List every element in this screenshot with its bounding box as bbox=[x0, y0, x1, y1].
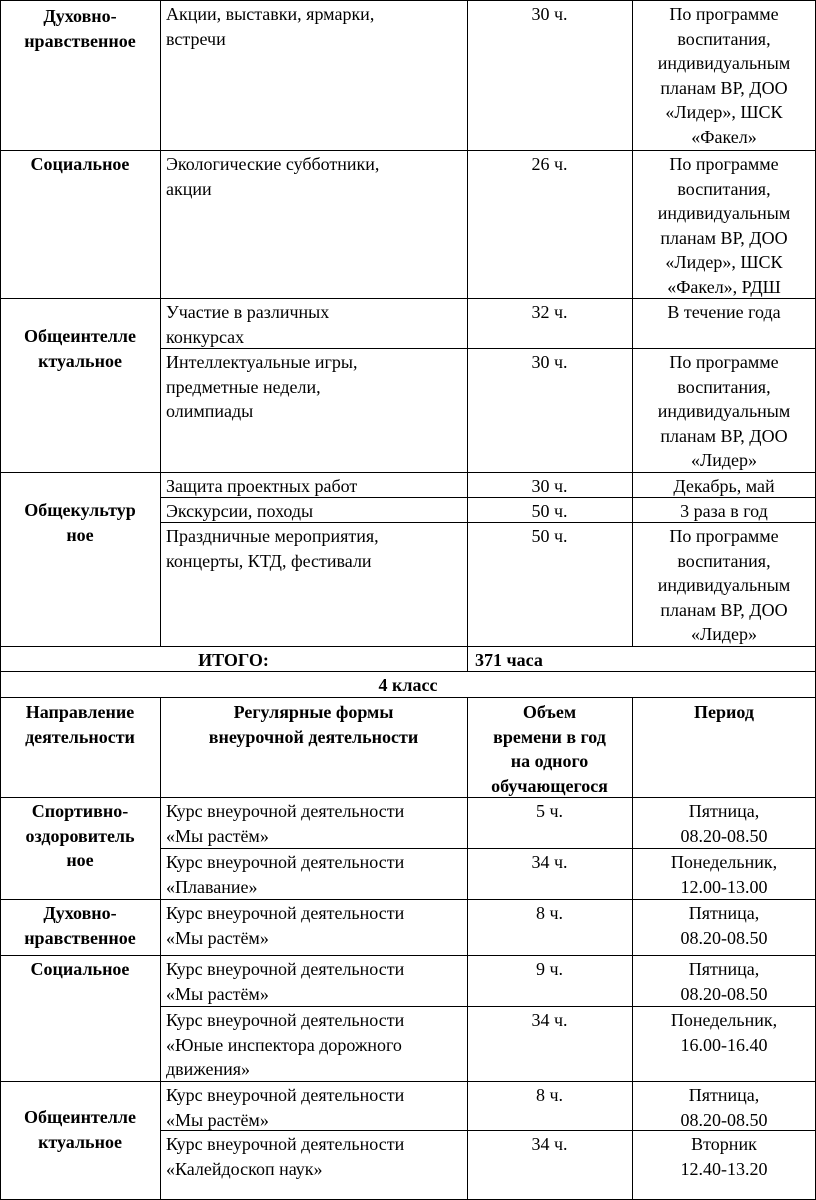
table-rule bbox=[0, 0, 1, 1200]
table-rule bbox=[0, 1081, 816, 1082]
hours-cell: 5 ч. bbox=[535, 801, 564, 821]
hours-cell: 50 ч. bbox=[531, 526, 568, 546]
hours-cell: 34 ч. bbox=[531, 1010, 568, 1030]
hours-cell: 34 ч. bbox=[531, 852, 568, 872]
table-rule bbox=[160, 1006, 816, 1007]
total-label: ИТОГО: bbox=[198, 650, 269, 670]
hours-cell: 32 ч. bbox=[531, 302, 568, 322]
hours-cell: 26 ч. bbox=[531, 154, 568, 174]
direction-cell: Общеинтелле ктуальное bbox=[24, 326, 136, 371]
table-rule bbox=[467, 697, 468, 1200]
form-cell: Защита проектных работ bbox=[166, 476, 358, 496]
header-form: Регулярные формы внеурочной деятельности bbox=[208, 702, 419, 747]
hours-cell: 30 ч. bbox=[531, 352, 568, 372]
table-rule bbox=[0, 697, 816, 698]
header-direction: Направление деятельности bbox=[25, 702, 135, 747]
form-cell: Участие в различных конкурсах bbox=[166, 302, 330, 347]
table-rule bbox=[0, 797, 816, 798]
form-cell: Курс внеурочной деятельности «Мы растём» bbox=[166, 801, 405, 846]
period-cell: По программе воспитания, индивидуальным планам ВР, ДОО «Лидер», ШСК «Факел», РДШ bbox=[657, 154, 791, 297]
hours-cell: 9 ч. bbox=[535, 959, 564, 979]
period-cell: По программе воспитания, индивидуальным планам ВР, ДОО «Лидер», ШСК «Факел» bbox=[657, 4, 791, 147]
period-cell: Понедельник, 12.00-13.00 bbox=[670, 852, 778, 897]
table-rule bbox=[160, 848, 816, 849]
period-cell: Понедельник, 16.00-16.40 bbox=[670, 1010, 778, 1055]
header-hours: Объем времени в год на одного обучающегося bbox=[491, 702, 608, 796]
direction-cell: Общекультур ное bbox=[24, 500, 136, 545]
table-rule bbox=[632, 0, 633, 646]
form-cell: Курс внеурочной деятельности «Мы растём» bbox=[166, 903, 405, 948]
direction-cell: Социальное bbox=[30, 959, 130, 979]
direction-cell: Духовно- нравственное bbox=[24, 6, 136, 51]
table-rule bbox=[160, 522, 816, 523]
hours-cell: 30 ч. bbox=[531, 4, 568, 24]
table-rule bbox=[0, 150, 816, 151]
period-cell: В течение года bbox=[667, 302, 781, 322]
form-cell: Интеллектуальные игры, предметные недели, олимпиады bbox=[166, 352, 358, 421]
period-cell: Пятница, 08.20-08.50 bbox=[680, 1085, 768, 1130]
form-cell: Экологические субботники, акции bbox=[166, 154, 380, 199]
table-rule bbox=[0, 955, 816, 956]
hours-cell: 8 ч. bbox=[535, 1085, 564, 1105]
period-cell: Вторник 12.40-13.20 bbox=[680, 1134, 768, 1179]
table-rule bbox=[160, 348, 816, 349]
form-cell: Экскурсии, походы bbox=[166, 501, 314, 521]
table-rule bbox=[160, 0, 161, 646]
form-cell: Курс внеурочной деятельности «Плавание» bbox=[166, 852, 405, 897]
form-cell: Праздничные мероприятия, концерты, КТД, фестивали bbox=[166, 526, 379, 571]
table-rule bbox=[0, 646, 816, 647]
total-value: 371 часа bbox=[475, 650, 543, 670]
direction-cell: Духовно- нравственное bbox=[24, 903, 136, 948]
table-rule bbox=[0, 899, 816, 900]
period-cell: 3 раза в год bbox=[680, 501, 768, 521]
table-rule bbox=[467, 646, 468, 671]
hours-cell: 34 ч. bbox=[531, 1134, 568, 1154]
table-rule bbox=[160, 497, 816, 498]
hours-cell: 50 ч. bbox=[531, 501, 568, 521]
hours-cell: 8 ч. bbox=[535, 903, 564, 923]
form-cell: Курс внеурочной деятельности «Калейдоскоп наук» bbox=[166, 1134, 405, 1179]
header-period: Период bbox=[694, 702, 754, 722]
period-cell: Пятница, 08.20-08.50 bbox=[680, 959, 768, 1004]
grade-title: 4 класс bbox=[378, 675, 438, 695]
period-cell: По программе воспитания, индивидуальным планам ВР, ДОО «Лидер» bbox=[657, 352, 791, 470]
form-cell: Акции, выставки, ярмарки, встречи bbox=[166, 4, 375, 49]
table-rule bbox=[467, 0, 468, 646]
direction-cell: Спортивно- оздоровитель ное bbox=[25, 801, 135, 870]
table-rule bbox=[0, 298, 816, 299]
table-rule bbox=[0, 671, 816, 672]
table-rule bbox=[632, 697, 633, 1200]
table-rule bbox=[0, 0, 816, 1]
period-cell: По программе воспитания, индивидуальным планам ВР, ДОО «Лидер» bbox=[657, 526, 791, 644]
period-cell: Пятница, 08.20-08.50 bbox=[680, 801, 768, 846]
hours-cell: 30 ч. bbox=[531, 476, 568, 496]
table-rule bbox=[160, 697, 161, 1200]
period-cell: Пятница, 08.20-08.50 bbox=[680, 903, 768, 948]
form-cell: Курс внеурочной деятельности «Мы растём» bbox=[166, 959, 405, 1004]
form-cell: Курс внеурочной деятельности «Мы растём» bbox=[166, 1085, 405, 1130]
table-rule bbox=[0, 472, 816, 473]
direction-cell: Социальное bbox=[30, 154, 130, 174]
table-rule bbox=[160, 1130, 816, 1131]
period-cell: Декабрь, май bbox=[673, 476, 775, 496]
form-cell: Курс внеурочной деятельности «Юные инспектора дорожного движения» bbox=[166, 1010, 405, 1079]
direction-cell: Общеинтелле ктуальное bbox=[24, 1107, 136, 1152]
